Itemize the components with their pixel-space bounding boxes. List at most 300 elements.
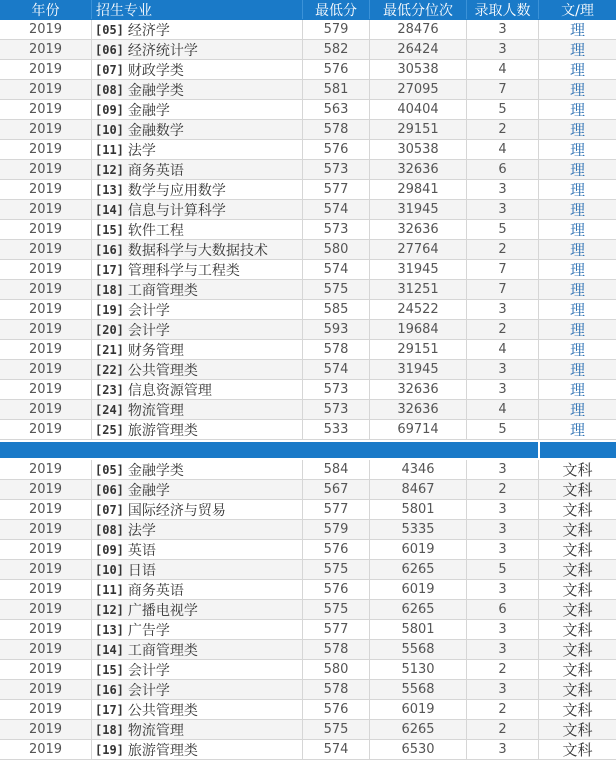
science-section: [0, 20, 616, 440]
year-cell: 2019: [0, 100, 92, 119]
min-score-cell: 579: [303, 520, 370, 539]
year-cell: 2019: [0, 140, 92, 159]
table-row[interactable]: [0, 60, 616, 80]
year-cell: 2019: [0, 540, 92, 559]
year-cell: 2019: [0, 660, 92, 679]
min-score-cell: 577: [303, 500, 370, 519]
min-score-cell: 573: [303, 400, 370, 419]
year-cell: 2019: [0, 560, 92, 579]
major-cell: [92, 340, 303, 359]
major-cell: [92, 60, 303, 79]
table-row[interactable]: [0, 100, 616, 120]
type-cell: 文科: [562, 561, 593, 579]
min-score-cell: 573: [303, 160, 370, 179]
section-separator: [0, 442, 616, 458]
major-name: 旅游管理类: [127, 742, 198, 759]
min-rank-cell: 30538: [370, 60, 467, 79]
table-row[interactable]: [0, 700, 616, 720]
type-cell: 文科: [562, 461, 593, 479]
table-row[interactable]: [0, 380, 616, 400]
count-cell: 5: [467, 420, 539, 439]
count-cell: 3: [467, 540, 539, 559]
min-rank-cell: 6019: [370, 540, 467, 559]
major-name: 物流管理: [127, 402, 184, 419]
min-score-cell: 575: [303, 280, 370, 299]
min-rank-cell: 6265: [370, 560, 467, 579]
type-cell: 文科: [562, 641, 593, 659]
major-name: 金融学: [127, 102, 170, 119]
major-cell: [92, 180, 303, 199]
min-rank-cell: 27095: [370, 80, 467, 99]
major-name: 财政学类: [127, 62, 184, 79]
year-cell: 2019: [0, 240, 92, 259]
major-cell: [92, 680, 303, 699]
major-code: [18]: [95, 282, 124, 297]
year-cell: 2019: [0, 740, 92, 759]
table-row[interactable]: [0, 660, 616, 680]
year-cell: 2019: [0, 280, 92, 299]
table-row[interactable]: [0, 180, 616, 200]
major-name: 财务管理: [127, 342, 184, 359]
min-score-cell: 574: [303, 740, 370, 759]
type-cell: 理: [569, 41, 585, 59]
major-code: [21]: [95, 342, 124, 357]
major-name: 经济学: [127, 22, 170, 39]
major-code: [17]: [95, 702, 124, 717]
type-cell: 理: [569, 321, 585, 339]
count-cell: 2: [467, 660, 539, 679]
year-cell: 2019: [0, 420, 92, 439]
count-cell: 2: [467, 240, 539, 259]
year-cell: 2019: [0, 680, 92, 699]
min-score-cell: 580: [303, 660, 370, 679]
count-cell: 5: [467, 100, 539, 119]
major-name: 数学与应用数学: [127, 182, 226, 199]
year-cell: 2019: [0, 360, 92, 379]
count-cell: 3: [467, 180, 539, 199]
major-code: [16]: [95, 682, 124, 697]
min-rank-cell: 26424: [370, 40, 467, 59]
min-rank-cell: 5568: [370, 640, 467, 659]
major-code: [11]: [95, 142, 124, 157]
type-cell: 理: [569, 421, 585, 439]
min-rank-cell: 31945: [370, 200, 467, 219]
major-cell: [92, 420, 303, 439]
type-cell: 理: [569, 261, 585, 279]
type-cell: 理: [569, 241, 585, 259]
major-cell: [92, 360, 303, 379]
table-row[interactable]: [0, 620, 616, 640]
major-name: 信息资源管理: [127, 382, 212, 399]
major-name: 软件工程: [127, 222, 184, 239]
type-cell: 文科: [562, 661, 593, 679]
min-score-cell: 577: [303, 180, 370, 199]
min-rank-cell: 32636: [370, 220, 467, 239]
major-name: 金融学: [127, 482, 170, 499]
count-cell: 3: [467, 680, 539, 699]
header-count[interactable]: 录取人数: [467, 0, 539, 19]
major-cell: [92, 600, 303, 619]
count-cell: 3: [467, 640, 539, 659]
type-cell: 文科: [562, 481, 593, 499]
header-min-score[interactable]: 最低分: [303, 0, 370, 19]
table-row[interactable]: [0, 240, 616, 260]
major-cell: [92, 80, 303, 99]
major-cell: [92, 280, 303, 299]
type-cell: 理: [569, 181, 585, 199]
year-cell: 2019: [0, 40, 92, 59]
min-rank-cell: 32636: [370, 160, 467, 179]
major-code: [14]: [95, 642, 124, 657]
min-rank-cell: 6265: [370, 600, 467, 619]
table-row[interactable]: [0, 600, 616, 620]
major-name: 物流管理: [127, 722, 184, 739]
min-rank-cell: 6265: [370, 720, 467, 739]
table-row[interactable]: [0, 520, 616, 540]
major-cell: [92, 200, 303, 219]
table-row[interactable]: [0, 280, 616, 300]
min-rank-cell: 40404: [370, 100, 467, 119]
year-cell: 2019: [0, 20, 92, 39]
major-code: [24]: [95, 402, 124, 417]
min-score-cell: 582: [303, 40, 370, 59]
count-cell: 3: [467, 40, 539, 59]
major-cell: [92, 580, 303, 599]
year-cell: 2019: [0, 520, 92, 539]
major-code: [25]: [95, 422, 124, 437]
table-row[interactable]: [0, 720, 616, 740]
major-name: 会计学: [127, 682, 170, 699]
min-score-cell: 578: [303, 340, 370, 359]
major-cell: [92, 720, 303, 739]
type-cell: 文科: [562, 601, 593, 619]
separator-bar-right: [540, 442, 616, 458]
major-name: 会计学: [127, 302, 170, 319]
table-row[interactable]: [0, 40, 616, 60]
min-score-cell: 574: [303, 200, 370, 219]
table-row[interactable]: [0, 120, 616, 140]
table-row[interactable]: [0, 360, 616, 380]
major-code: [15]: [95, 662, 124, 677]
type-cell: 理: [569, 101, 585, 119]
count-cell: 5: [467, 560, 539, 579]
major-code: [07]: [95, 502, 124, 517]
type-cell: 文科: [562, 541, 593, 559]
min-rank-cell: 31251: [370, 280, 467, 299]
count-cell: 4: [467, 340, 539, 359]
header-major[interactable]: 招生专业: [92, 0, 303, 19]
table-row[interactable]: [0, 540, 616, 560]
min-rank-cell: 6530: [370, 740, 467, 759]
table-row[interactable]: [0, 640, 616, 660]
min-score-cell: 584: [303, 460, 370, 479]
min-score-cell: 573: [303, 220, 370, 239]
type-cell: 理: [569, 121, 585, 139]
min-score-cell: 574: [303, 260, 370, 279]
major-name: 会计学: [127, 322, 170, 339]
major-code: [16]: [95, 242, 124, 257]
major-cell: [92, 660, 303, 679]
major-cell: [92, 740, 303, 759]
min-rank-cell: 29151: [370, 120, 467, 139]
min-rank-cell: 6019: [370, 700, 467, 719]
count-cell: 2: [467, 700, 539, 719]
major-code: [10]: [95, 122, 124, 137]
table-row[interactable]: [0, 500, 616, 520]
type-cell: 理: [569, 341, 585, 359]
major-name: 金融数学: [127, 122, 184, 139]
min-score-cell: 567: [303, 480, 370, 499]
major-code: [05]: [95, 22, 124, 37]
major-name: 数据科学与大数据技术: [127, 242, 268, 259]
table-row[interactable]: [0, 460, 616, 480]
major-code: [18]: [95, 722, 124, 737]
table-row[interactable]: [0, 560, 616, 580]
count-cell: 4: [467, 140, 539, 159]
min-score-cell: 578: [303, 120, 370, 139]
count-cell: 3: [467, 620, 539, 639]
major-cell: [92, 100, 303, 119]
min-score-cell: 580: [303, 240, 370, 259]
type-cell: 理: [569, 141, 585, 159]
year-cell: 2019: [0, 340, 92, 359]
major-name: 公共管理类: [127, 362, 198, 379]
major-cell: [92, 700, 303, 719]
major-name: 信息与计算科学: [127, 202, 226, 219]
count-cell: 3: [467, 500, 539, 519]
year-cell: 2019: [0, 320, 92, 339]
year-cell: 2019: [0, 60, 92, 79]
table-row[interactable]: [0, 320, 616, 340]
min-score-cell: 576: [303, 700, 370, 719]
min-score-cell: 576: [303, 60, 370, 79]
min-rank-cell: 8467: [370, 480, 467, 499]
major-cell: [92, 160, 303, 179]
year-cell: 2019: [0, 580, 92, 599]
major-name: 日语: [127, 562, 156, 579]
header-year[interactable]: 年份: [0, 0, 92, 19]
year-cell: 2019: [0, 260, 92, 279]
major-code: [14]: [95, 202, 124, 217]
min-score-cell: 574: [303, 360, 370, 379]
table-row[interactable]: [0, 140, 616, 160]
major-code: [10]: [95, 562, 124, 577]
min-rank-cell: 29841: [370, 180, 467, 199]
min-rank-cell: 5801: [370, 500, 467, 519]
major-code: [17]: [95, 262, 124, 277]
table-row[interactable]: [0, 480, 616, 500]
major-cell: [92, 640, 303, 659]
min-score-cell: 573: [303, 380, 370, 399]
type-cell: 文科: [562, 721, 593, 739]
count-cell: 3: [467, 460, 539, 479]
type-cell: 理: [569, 201, 585, 219]
major-cell: [92, 520, 303, 539]
major-cell: [92, 620, 303, 639]
header-min-rank[interactable]: 最低分位次: [370, 0, 467, 19]
major-code: [19]: [95, 742, 124, 757]
major-code: [15]: [95, 222, 124, 237]
min-score-cell: 563: [303, 100, 370, 119]
count-cell: 3: [467, 360, 539, 379]
arts-section: [0, 460, 616, 760]
type-cell: 文科: [562, 681, 593, 699]
min-score-cell: 579: [303, 20, 370, 39]
year-cell: 2019: [0, 180, 92, 199]
min-score-cell: 576: [303, 580, 370, 599]
major-cell: [92, 500, 303, 519]
major-name: 管理科学与工程类: [127, 262, 240, 279]
min-score-cell: 575: [303, 600, 370, 619]
table-row[interactable]: [0, 340, 616, 360]
type-cell: 理: [569, 381, 585, 399]
year-cell: 2019: [0, 120, 92, 139]
type-cell: 理: [569, 81, 585, 99]
min-rank-cell: 32636: [370, 380, 467, 399]
major-name: 工商管理类: [127, 282, 198, 299]
major-name: 国际经济与贸易: [127, 502, 226, 519]
major-cell: [92, 460, 303, 479]
major-name: 经济统计学: [127, 42, 198, 59]
min-score-cell: 581: [303, 80, 370, 99]
major-name: 金融学类: [127, 462, 184, 479]
major-code: [11]: [95, 582, 124, 597]
table-row[interactable]: [0, 220, 616, 240]
major-name: 英语: [127, 542, 156, 559]
min-rank-cell: 28476: [370, 20, 467, 39]
major-code: [12]: [95, 602, 124, 617]
table-row[interactable]: [0, 80, 616, 100]
type-cell: 文科: [562, 501, 593, 519]
table-row[interactable]: [0, 580, 616, 600]
year-cell: 2019: [0, 600, 92, 619]
type-cell: 文科: [562, 621, 593, 639]
major-cell: [92, 220, 303, 239]
major-cell: [92, 240, 303, 259]
major-name: 工商管理类: [127, 642, 198, 659]
year-cell: 2019: [0, 400, 92, 419]
major-cell: [92, 20, 303, 39]
count-cell: 3: [467, 580, 539, 599]
table-row[interactable]: [0, 400, 616, 420]
major-code: [07]: [95, 62, 124, 77]
major-code: [13]: [95, 622, 124, 637]
year-cell: 2019: [0, 300, 92, 319]
count-cell: 3: [467, 380, 539, 399]
min-score-cell: 576: [303, 540, 370, 559]
min-score-cell: 533: [303, 420, 370, 439]
major-name: 商务英语: [127, 162, 184, 179]
major-cell: [92, 300, 303, 319]
min-rank-cell: 24522: [370, 300, 467, 319]
major-code: [09]: [95, 542, 124, 557]
major-cell: [92, 400, 303, 419]
min-rank-cell: 6019: [370, 580, 467, 599]
major-code: [19]: [95, 302, 124, 317]
table-row[interactable]: [0, 740, 616, 760]
major-cell: [92, 140, 303, 159]
year-cell: 2019: [0, 380, 92, 399]
type-cell: 文科: [562, 581, 593, 599]
type-cell: 理: [569, 361, 585, 379]
year-cell: 2019: [0, 80, 92, 99]
major-cell: [92, 380, 303, 399]
table-row[interactable]: [0, 680, 616, 700]
major-cell: [92, 320, 303, 339]
min-rank-cell: 5568: [370, 680, 467, 699]
major-name: 广告学: [127, 622, 170, 639]
count-cell: 2: [467, 720, 539, 739]
major-name: 法学: [127, 522, 156, 539]
count-cell: 3: [467, 520, 539, 539]
table-row[interactable]: [0, 200, 616, 220]
min-rank-cell: 5130: [370, 660, 467, 679]
table-row[interactable]: [0, 160, 616, 180]
major-name: 会计学: [127, 662, 170, 679]
min-rank-cell: 4346: [370, 460, 467, 479]
min-rank-cell: 30538: [370, 140, 467, 159]
year-cell: 2019: [0, 640, 92, 659]
major-code: [12]: [95, 162, 124, 177]
major-name: 广播电视学: [127, 602, 198, 619]
table-header: [0, 0, 616, 20]
major-code: [06]: [95, 482, 124, 497]
major-cell: [92, 120, 303, 139]
min-score-cell: 576: [303, 140, 370, 159]
year-cell: 2019: [0, 460, 92, 479]
min-score-cell: 577: [303, 620, 370, 639]
major-cell: [92, 540, 303, 559]
header-type[interactable]: 文/理: [561, 2, 594, 19]
count-cell: 7: [467, 80, 539, 99]
major-name: 商务英语: [127, 582, 184, 599]
type-cell: 理: [569, 221, 585, 239]
type-cell: 理: [569, 161, 585, 179]
major-code: [08]: [95, 522, 124, 537]
count-cell: 6: [467, 160, 539, 179]
min-rank-cell: 5335: [370, 520, 467, 539]
table-row[interactable]: [0, 420, 616, 440]
table-row[interactable]: [0, 20, 616, 40]
separator-bar: [0, 442, 538, 458]
type-cell: 理: [569, 21, 585, 39]
table-row[interactable]: [0, 300, 616, 320]
year-cell: 2019: [0, 160, 92, 179]
type-cell: 理: [569, 301, 585, 319]
type-cell: 文科: [562, 521, 593, 539]
year-cell: 2019: [0, 720, 92, 739]
min-rank-cell: 5801: [370, 620, 467, 639]
type-cell: 理: [569, 401, 585, 419]
type-cell: 文科: [562, 741, 593, 759]
min-rank-cell: 19684: [370, 320, 467, 339]
type-cell: 文科: [562, 701, 593, 719]
min-score-cell: 585: [303, 300, 370, 319]
major-code: [20]: [95, 322, 124, 337]
year-cell: 2019: [0, 500, 92, 519]
min-score-cell: 575: [303, 720, 370, 739]
min-rank-cell: 31945: [370, 260, 467, 279]
count-cell: 4: [467, 60, 539, 79]
major-code: [09]: [95, 102, 124, 117]
major-code: [05]: [95, 462, 124, 477]
type-cell: 理: [569, 281, 585, 299]
count-cell: 6: [467, 600, 539, 619]
year-cell: 2019: [0, 620, 92, 639]
major-cell: [92, 560, 303, 579]
table-row[interactable]: [0, 260, 616, 280]
count-cell: 5: [467, 220, 539, 239]
